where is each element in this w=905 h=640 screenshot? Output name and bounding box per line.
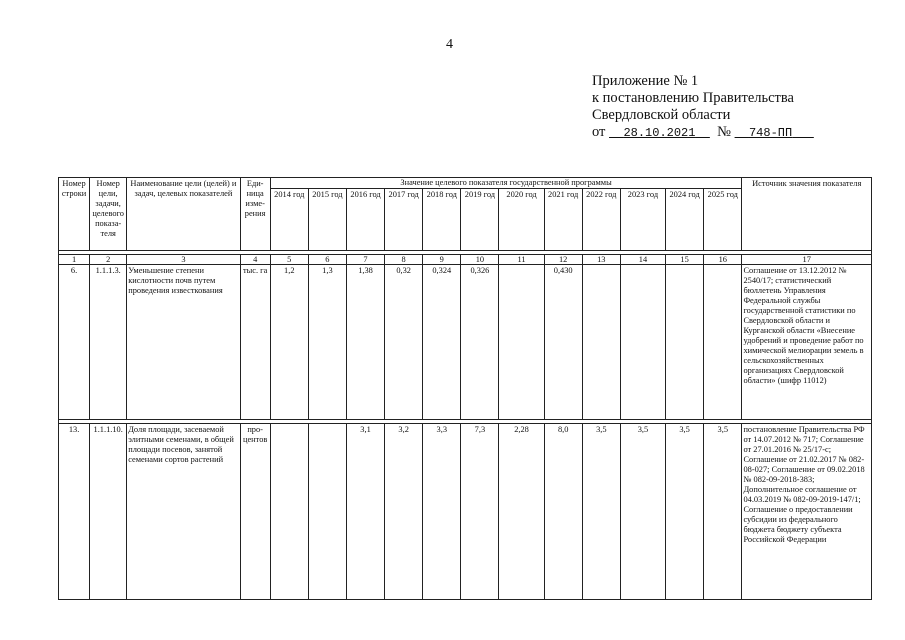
column-number: 15 [666, 255, 704, 265]
source-cell: Соглашение от 13.12.2012 № 2540/17; статистический бюллетень Управления Федеральной службы государственной статистики по Свердловской области и Курганской области «Внесение удобрений и проведение работ по химической мелиорации земель в сельскохозяйственных организациях Свердловской области» (шифр 11012) [742, 265, 872, 420]
column-number: 2 [90, 255, 127, 265]
appendix-dateline [592, 124, 814, 142]
header-year: 2023 год [620, 189, 665, 251]
value-cell [620, 265, 665, 420]
value-cell [270, 424, 308, 600]
header-year: 2014 год [270, 189, 308, 251]
header-year: 2025 год [704, 189, 742, 251]
value-cell: 7,3 [461, 424, 499, 600]
header-row-1 [59, 178, 872, 189]
column-number: 4 [240, 255, 270, 265]
from-label: от [592, 124, 606, 140]
header-values-group: Значение целевого показателя государственной программы [270, 178, 742, 189]
column-number: 12 [544, 255, 582, 265]
page-number: 4 [446, 37, 453, 52]
table-row [59, 265, 872, 420]
appendix-decree: к постановлению Правительства [592, 90, 794, 106]
column-numbers-row [59, 255, 872, 265]
appendix-region: Свердловской области [592, 107, 731, 123]
column-number: 8 [385, 255, 423, 265]
value-cell: 8,0 [544, 424, 582, 600]
header-year: 2019 год [461, 189, 499, 251]
unit: про-центов [240, 424, 270, 600]
number-label: № [717, 124, 731, 140]
appendix-header [592, 73, 814, 142]
column-number: 14 [620, 255, 665, 265]
value-cell: 0,32 [385, 265, 423, 420]
column-number: 7 [346, 255, 384, 265]
value-cell: 3,1 [346, 424, 384, 600]
column-number: 9 [423, 255, 461, 265]
header-source: Источник значения показателя [742, 178, 872, 251]
source-cell: постановление Правительства РФ от 14.07.2012 № 717; Соглашение от 27.01.2016 № 25/17-с; Соглашение от 21.02.2017 № 082-08-027; Соглашение от 09.02.2018 № 082-09-2018-383; Дополнительное соглашение от 04.03.2019 № 082-09-2019-147/1; Соглашение о предоставлении субсидии из федерального бюджета бюджету субъекта Российской Федерации [742, 424, 872, 600]
column-number: 11 [499, 255, 544, 265]
value-cell [666, 265, 704, 420]
value-cell: 3,3 [423, 424, 461, 600]
header-name: Наименование цели (целей) и задач, целевых показателей [127, 178, 240, 251]
indicators-table [58, 177, 872, 600]
row-number: 13. [59, 424, 90, 600]
value-cell: 0,326 [461, 265, 499, 420]
value-cell: 3,5 [704, 424, 742, 600]
value-cell: 1,3 [308, 265, 346, 420]
value-cell: 3,5 [620, 424, 665, 600]
value-cell: 1,2 [270, 265, 308, 420]
header-unit: Еди-ница изме-рения [240, 178, 270, 251]
header-year: 2020 год [499, 189, 544, 251]
header-goal-number: Номер цели, задачи, целевого показа-теля [90, 178, 127, 251]
decree-date: 28.10.2021 [623, 126, 696, 140]
value-cell: 3,2 [385, 424, 423, 600]
header-year: 2024 год [666, 189, 704, 251]
column-number: 16 [704, 255, 742, 265]
header-year: 2022 год [582, 189, 620, 251]
value-cell: 3,5 [582, 424, 620, 600]
header-year: 2021 год [544, 189, 582, 251]
indicator-name: Доля площади, засеваемой элитными семенами, в общей площади посевов, занятой семенами сортов растений [127, 424, 240, 600]
value-cell [308, 424, 346, 600]
table-row [59, 424, 872, 600]
column-number: 13 [582, 255, 620, 265]
indicator-name: Уменьшение степени кислотности почв путем проведения известкования [127, 265, 240, 420]
column-number: 17 [742, 255, 872, 265]
goal-code: 1.1.1.3. [90, 265, 127, 420]
value-cell: 1,38 [346, 265, 384, 420]
header-year: 2016 год [346, 189, 384, 251]
decree-number: 748-ПП [748, 126, 793, 140]
value-cell: 2,28 [499, 424, 544, 600]
value-cell [582, 265, 620, 420]
header-row-number: Номер строки [59, 178, 90, 251]
header-year: 2017 год [385, 189, 423, 251]
column-number: 10 [461, 255, 499, 265]
value-cell: 0,324 [423, 265, 461, 420]
goal-code: 1.1.1.10. [90, 424, 127, 600]
appendix-title: Приложение № 1 [592, 73, 699, 89]
unit: тыс. га [240, 265, 270, 420]
value-cell [499, 265, 544, 420]
header-year: 2015 год [308, 189, 346, 251]
column-number: 5 [270, 255, 308, 265]
column-number: 6 [308, 255, 346, 265]
column-number: 3 [127, 255, 240, 265]
value-cell [704, 265, 742, 420]
value-cell: 0,430 [544, 265, 582, 420]
value-cell: 3,5 [666, 424, 704, 600]
column-number: 1 [59, 255, 90, 265]
row-number: 6. [59, 265, 90, 420]
header-year: 2018 год [423, 189, 461, 251]
